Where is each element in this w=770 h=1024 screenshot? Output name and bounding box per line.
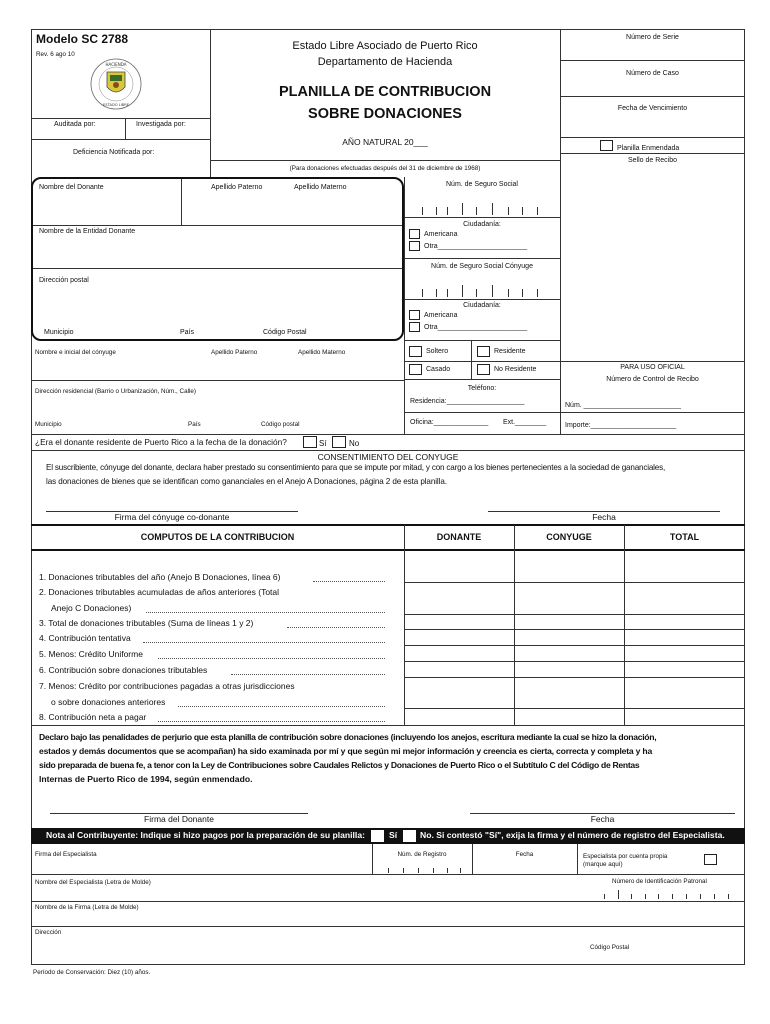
ssn-field[interactable]	[410, 196, 552, 214]
audited-label: Auditada por:	[54, 121, 96, 128]
ssn-label: Núm. de Seguro Social	[446, 181, 518, 188]
due-date-label: Fecha de Vencimiento	[617, 105, 688, 112]
american-checkbox[interactable]	[409, 229, 420, 239]
investigated-label: Investigada por:	[136, 121, 186, 128]
official-number-label: Núm. _________________________	[565, 402, 681, 409]
registration-number-field[interactable]	[376, 860, 466, 872]
declaration-line4: Internas de Puerto Rico de 1994, según enmendado.	[39, 774, 253, 784]
married-checkbox[interactable]	[409, 364, 422, 375]
self-employed-label: Especialista por cuenta propia	[583, 853, 668, 860]
line2-spouse-cell[interactable]	[515, 583, 623, 613]
line1-donor-cell[interactable]	[405, 551, 513, 581]
line6-donor-cell[interactable]	[405, 662, 513, 676]
spouse-zip-label: Código postal	[261, 421, 300, 428]
spouse-name-field[interactable]	[34, 358, 400, 378]
line8-total-cell[interactable]	[625, 709, 744, 724]
declaration-line3: sido preparada de buena fe, a tenor con la Ley de Contribuciones sobre Caudales Relictos y Donaciones de Puerto Rico o el Subtítulo C del Código de Rentas	[39, 760, 640, 770]
donor-signature-date-field[interactable]	[470, 795, 735, 812]
single-checkbox[interactable]	[409, 346, 422, 357]
extension-label: Ext.________	[503, 419, 547, 426]
line4-total-cell[interactable]	[625, 630, 744, 644]
spouse-other-checkbox[interactable]	[409, 322, 420, 332]
amended-label: Planilla Enmendada	[617, 145, 680, 152]
serial-number-label: Número de Serie	[626, 34, 679, 41]
case-number-label: Número de Caso	[626, 70, 679, 77]
donor-name-label: Nombre del Donante	[39, 184, 104, 191]
donor-column-header: DONANTE	[436, 532, 482, 542]
entity-name-field[interactable]	[36, 238, 400, 264]
single-label: Soltero	[426, 348, 449, 355]
line4-spouse-cell[interactable]	[515, 630, 623, 644]
self-employed-checkbox[interactable]	[704, 854, 717, 865]
receipt-control-label: Número de Control de Recibo	[606, 376, 699, 383]
declaration-line1: Declaro bajo las penalidades de perjurio que esta planilla de contribución sobre donaciones (incluyendo los anejos, escritura mediante la cual se hizo la donación,	[39, 732, 657, 742]
line3-spouse-cell[interactable]	[515, 615, 623, 628]
dept-name: Departamento de Hacienda	[317, 56, 453, 68]
tax-year-field[interactable]	[398, 136, 432, 147]
form-title-line2: SOBRE DONACIONES	[308, 106, 462, 122]
official-amount-label: Importe:______________________	[565, 422, 677, 429]
specialist-name-label: Nombre del Especialista (Letra de Molde)	[35, 879, 151, 886]
other-citizenship-checkbox[interactable]	[409, 241, 420, 251]
line1-total-cell[interactable]	[625, 551, 744, 581]
line7-donor-cell[interactable]	[405, 678, 513, 707]
audited-field[interactable]	[32, 129, 124, 139]
specialist-notice-text: Nota al Contribuyente: Indique si hizo pagos por la preparación de su planilla:	[46, 830, 365, 840]
form-title-line1: PLANILLA DE CONTRIBUCION	[278, 84, 492, 100]
line6-spouse-cell[interactable]	[515, 662, 623, 676]
form-model: Modelo SC 2788	[36, 32, 129, 46]
other-citizenship-label: Otra_______________________	[424, 243, 528, 250]
office-phone-label: Oficina:______________	[410, 419, 489, 426]
paid-preparer-no-checkbox[interactable]	[403, 830, 416, 842]
spouse-american-checkbox[interactable]	[409, 310, 420, 320]
spouse-signature-label: Firma del cónyuge co-donante	[114, 512, 230, 522]
computation-line-7b: o sobre donaciones anteriores	[51, 697, 166, 707]
postal-address-label: Dirección postal	[39, 277, 89, 284]
office-phone-field[interactable]	[440, 415, 498, 426]
employer-id-label: Número de Identificación Patronal	[612, 878, 707, 885]
computation-line-2: 2. Donaciones tributables acumuladas de años anteriores (Total	[39, 587, 280, 597]
computation-line-8: 8. Contribución neta a pagar	[39, 712, 147, 722]
computation-line-1: 1. Donaciones tributables del año (Anejo B Donaciones, línea 6)	[39, 572, 281, 582]
serial-number-field[interactable]	[562, 44, 744, 58]
married-label: Casado	[426, 366, 451, 373]
specialist-name-field[interactable]	[34, 887, 574, 899]
residence-phone-field[interactable]	[452, 394, 552, 405]
spouse-column-header: CONYUGE	[546, 532, 592, 542]
spouse-signature-date-label: Fecha	[592, 512, 616, 522]
svg-text:HACIENDA: HACIENDA	[105, 62, 127, 67]
american-label: Americana	[424, 231, 458, 238]
donor-paternal-label: Apellido Paterno	[211, 184, 263, 191]
specialist-zip-label: Código Postal	[590, 944, 630, 951]
nonresident-checkbox[interactable]	[477, 364, 490, 375]
donor-signature-field[interactable]	[50, 795, 308, 812]
spouse-american-label: Americana	[424, 312, 458, 319]
spouse-other-label: Otra_______________________	[424, 324, 528, 331]
resident-no-checkbox[interactable]	[332, 436, 346, 448]
line7-total-cell[interactable]	[625, 678, 744, 707]
specialist-signature-field[interactable]	[34, 859, 370, 871]
resident-no-label: No	[349, 439, 360, 448]
line5-total-cell[interactable]	[625, 646, 744, 660]
spouse-name-label: Nombre e inicial del cónyuge	[35, 349, 116, 356]
line5-spouse-cell[interactable]	[515, 646, 623, 660]
spouse-ssn-field[interactable]	[410, 279, 552, 297]
svg-text:ESTADO LIBRE: ESTADO LIBRE	[103, 103, 129, 107]
donor-maternal-label: Apellido Materno	[294, 184, 347, 191]
spouse-citizenship-label: Ciudadanía:	[463, 302, 501, 309]
specialist-date-label: Fecha	[515, 851, 534, 858]
resident-checkbox[interactable]	[477, 346, 490, 357]
computation-header: COMPUTOS DE LA CONTRIBUCION	[140, 532, 295, 542]
consent-text-line2: las donaciones de bienes que se identifican como gananciales en el Anejo A Donaciones, página 2 de esta planilla.	[46, 477, 447, 486]
investigated-field[interactable]	[126, 129, 209, 139]
form-revision: Rev. 6 ago 10	[36, 51, 75, 58]
spouse-country-label: País	[188, 421, 201, 428]
resident-label: Residente	[494, 348, 526, 355]
donor-country-label: País	[180, 329, 195, 336]
line1-spouse-cell[interactable]	[515, 551, 623, 581]
total-column-header: TOTAL	[669, 532, 700, 542]
donor-signature-label: Firma del Donante	[144, 814, 214, 824]
resident-yes-checkbox[interactable]	[303, 436, 317, 448]
consent-title: CONSENTIMIENTO DEL CONYUGE	[317, 452, 459, 462]
due-date-field[interactable]	[562, 115, 744, 135]
postal-address-field[interactable]	[36, 288, 400, 324]
spouse-maternal-label: Apellido Materno	[298, 349, 346, 356]
spouse-address-field[interactable]	[34, 398, 400, 416]
registration-number-label: Núm. de Registro	[397, 851, 447, 858]
line2-donor-cell[interactable]	[405, 583, 513, 613]
spouse-ssn-label: Núm. de Seguro Social Cónyuge	[431, 263, 533, 270]
tax-year: AÑO NATURAL 20___	[342, 137, 428, 147]
line5-donor-cell[interactable]	[405, 646, 513, 660]
donor-surnames-field[interactable]	[184, 194, 400, 222]
citizenship-label: Ciudadanía:	[463, 221, 501, 228]
entity-name-label: Nombre de la Entidad Donante	[39, 228, 136, 235]
gov-name: Estado Libre Asociado de Puerto Rico	[292, 40, 478, 52]
line8-donor-cell[interactable]	[405, 709, 513, 724]
line3-total-cell[interactable]	[625, 615, 744, 628]
specialist-address-field[interactable]	[34, 938, 742, 962]
line6-total-cell[interactable]	[625, 662, 744, 676]
donor-signature-date-label: Fecha	[590, 814, 615, 824]
donor-zip-label: Código Postal	[263, 329, 307, 336]
line3-donor-cell[interactable]	[405, 615, 513, 628]
computation-line-6: 6. Contribución sobre donaciones tributables	[39, 665, 208, 675]
firm-name-label: Nombre de la Firma (Letra de Molde)	[35, 904, 139, 911]
donor-name-field[interactable]	[36, 194, 179, 222]
computation-line-3: 3. Total de donaciones tributables (Suma de líneas 1 y 2)	[39, 618, 254, 628]
paid-preparer-yes-checkbox[interactable]	[371, 830, 384, 842]
computation-line-4: 4. Contribución tentativa	[39, 633, 131, 643]
phone-label: Teléfono:	[467, 385, 497, 392]
nonresident-label: No Residente	[494, 366, 537, 373]
line4-donor-cell[interactable]	[405, 630, 513, 644]
hacienda-seal	[89, 57, 143, 111]
receipt-seal-label: Sello de Recibo	[627, 157, 678, 164]
donor-municipality-label: Municipio	[44, 329, 74, 336]
amended-checkbox[interactable]	[600, 140, 613, 151]
computation-line-7: 7. Menos: Crédito por contribuciones pagadas a otras jurisdicciones	[39, 681, 295, 691]
spouse-signature-date-field[interactable]	[488, 495, 720, 510]
declaration-line2: estados y demás documentos que se acompañan) ha sido examinada por mí y que según mi mejor información y creencia es cierta, correcta y completa y ha	[39, 746, 653, 756]
official-use-label: PARA USO OFICIAL	[620, 364, 685, 371]
consent-text-line1: El suscribiente, cónyuge del donante, declara haber prestado su consentimiento para que se impute por mitad, y con cargo a los bienes pertenecientes a la sociedad de gananciales,	[46, 463, 666, 472]
specialist-notice-text-b: No. Si contestó "Sí", exija la firma y el número de registro del Especialista.	[420, 830, 725, 840]
residence-phone-label: Residencia:____________________	[410, 398, 525, 405]
specialist-signature-label: Firma del Especialista	[35, 851, 97, 858]
extension-field[interactable]	[518, 415, 554, 426]
specialist-date-field[interactable]	[476, 860, 574, 872]
case-number-field[interactable]	[562, 80, 744, 94]
computation-line-5: 5. Menos: Crédito Uniforme	[39, 649, 143, 659]
employer-id-field[interactable]	[592, 887, 742, 899]
line7-spouse-cell[interactable]	[515, 678, 623, 707]
deficiency-field[interactable]	[32, 158, 209, 170]
self-employed-mark-label: (marque aquí)	[583, 861, 623, 868]
donation-date-note: (Para donaciones efectuadas después del 31 de diciembre de 1968)	[289, 165, 481, 172]
deficiency-label: Deficiencia Notificada por:	[73, 149, 155, 156]
line2-total-cell[interactable]	[625, 583, 744, 613]
specialist-address-label: Dirección	[35, 929, 62, 936]
firm-name-field[interactable]	[34, 912, 742, 924]
spouse-address-label: Dirección residencial (Barrio o Urbanización, Núm., Calle)	[35, 388, 196, 395]
line8-spouse-cell[interactable]	[515, 709, 623, 724]
retention-period: Período de Conservación: Diez (10) años.	[33, 969, 151, 976]
spouse-municipality-label: Municipio	[35, 421, 62, 428]
spouse-signature-field[interactable]	[46, 495, 298, 510]
resident-question: ¿Era el donante residente de Puerto Rico a la fecha de la donación?	[35, 437, 287, 447]
resident-yes-label: Sí	[319, 439, 327, 448]
paid-preparer-yes-label: Sí	[389, 830, 398, 840]
spouse-paternal-label: Apellido Paterno	[211, 349, 258, 356]
computation-line-2b: Anejo C Donaciones)	[51, 603, 132, 613]
